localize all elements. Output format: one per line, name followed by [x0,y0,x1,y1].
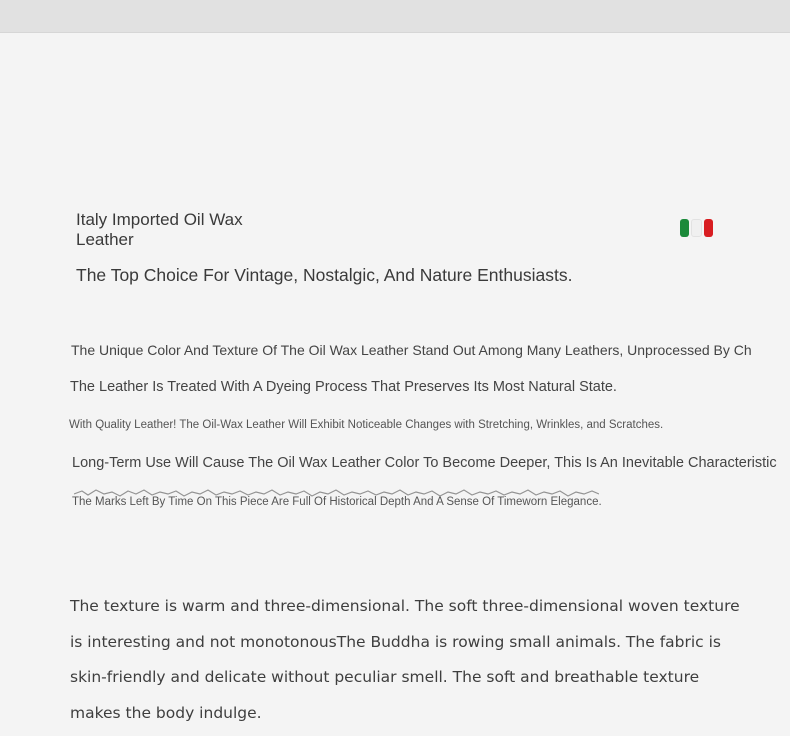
product-subtitle: The Top Choice For Vintage, Nostalgic, And Nature Enthusiasts. [76,265,573,285]
feature-line: The Unique Color And Texture Of The Oil Wax Leather Stand Out Among Many Leathers, Unprocessed By Ch [71,342,752,358]
feature-line: Long-Term Use Will Cause The Oil Wax Leather Color To Become Deeper, This Is An Inevitable Characteristic [72,455,777,471]
description-paragraph: The texture is warm and three-dimensional. The soft three-dimensional woven texture is interesting and not monotonousThe Buddha is rowing small animals. The fabric is skin-friendly and delicate without peculiar smell. The soft and breathable texture makes the body indulge. [70,597,740,722]
product-title: Italy Imported Oil Wax Leather [76,210,243,249]
feature-line: With Quality Leather! The Oil-Wax Leather Will Exhibit Noticeable Changes with Stretching, Wrinkles, and Scratches. [69,419,664,431]
top-bar [0,0,790,33]
feature-line: The Leather Is Treated With A Dyeing Process That Preserves Its Most Natural State. [70,379,617,395]
italy-flag-icon [680,219,713,237]
feature-line: The Marks Left By Time On This Piece Are Full Of Historical Depth And A Sense Of Timeworn Elegance. [72,496,602,508]
